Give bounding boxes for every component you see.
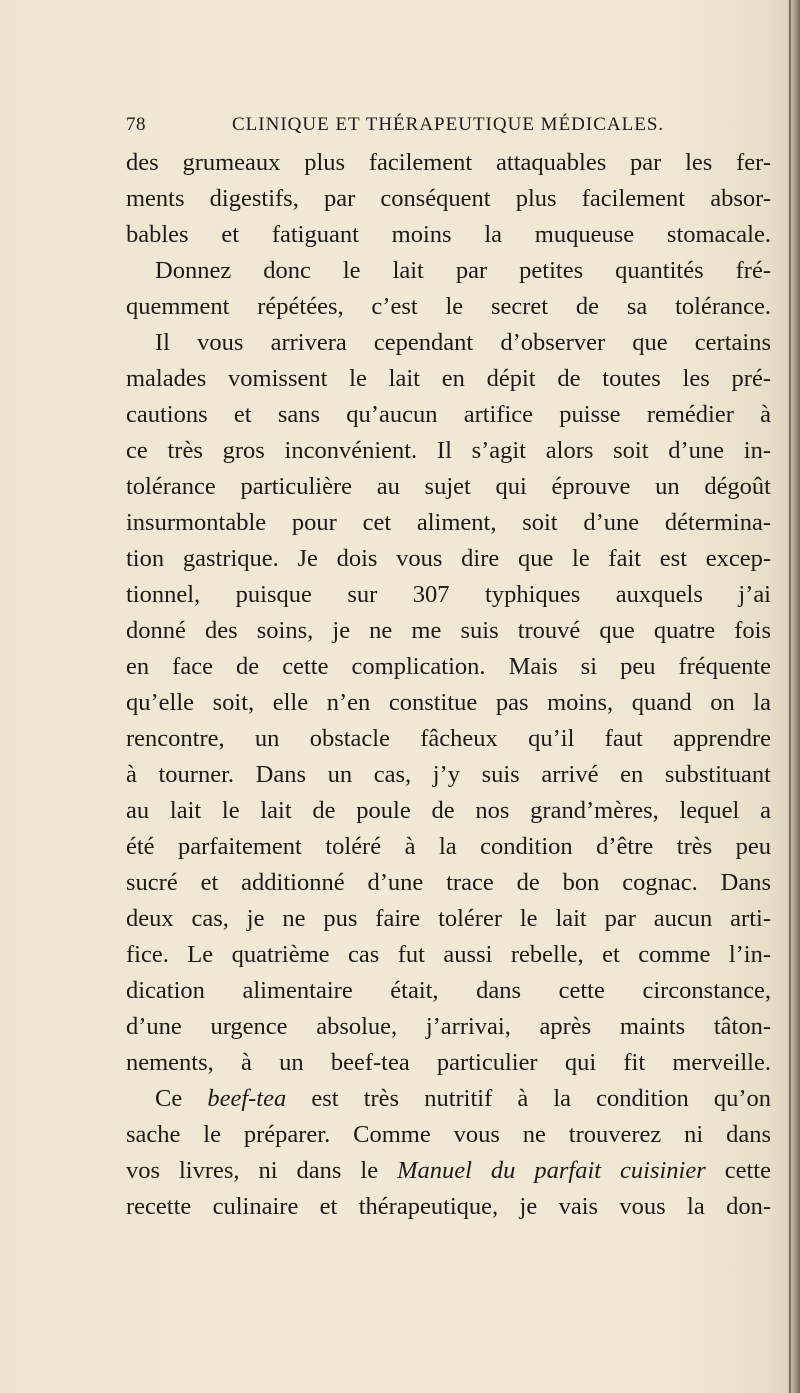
text-line: tolérance particulière au sujet qui éprouve un dégoût bbox=[126, 473, 771, 500]
text-line: Donnez donc le lait par petites quantités fré- bbox=[155, 257, 771, 284]
text-fragment: vos livres, ni dans le bbox=[126, 1157, 398, 1184]
text-line bbox=[126, 1153, 771, 1189]
italic-term-beef-tea: beef-tea bbox=[207, 1085, 287, 1112]
text-line: au lait le lait de poule de nos grand’mères, lequel a bbox=[126, 797, 771, 824]
text-line: cautions et sans qu’aucun artifice puisse remédier à bbox=[126, 401, 771, 428]
running-head bbox=[126, 114, 766, 140]
text-line: Il vous arrivera cependant d’observer que certains bbox=[155, 329, 771, 356]
text-fragment: cette bbox=[705, 1157, 771, 1184]
text-line: sucré et additionné d’une trace de bon cognac. Dans bbox=[126, 869, 771, 896]
text-line: des grumeaux plus facilement attaquables par les fer- bbox=[126, 149, 771, 176]
text-line: quemment répétées, c’est le secret de sa tolérance. bbox=[126, 293, 771, 320]
text-line: ments digestifs, par conséquent plus facilement absor- bbox=[126, 185, 771, 212]
text-fragment: Ce bbox=[155, 1085, 208, 1112]
text-line bbox=[126, 1081, 771, 1117]
running-title: CLINIQUE ET THÉRAPEUTIQUE MÉDICALES. bbox=[232, 114, 665, 135]
text-line: sache le préparer. Comme vous ne trouverez ni dans bbox=[126, 1121, 771, 1148]
text-line: rencontre, un obstacle fâcheux qu’il faut apprendre bbox=[126, 725, 771, 752]
text-line: nements, à un beef-tea particulier qui fit merveille. bbox=[126, 1049, 771, 1076]
text-line: ce très gros inconvénient. Il s’agit alors soit d’une in- bbox=[126, 437, 771, 464]
text-line: tion gastrique. Je dois vous dire que le fait est excep- bbox=[126, 545, 771, 572]
body-text bbox=[126, 145, 771, 1225]
text-line: donné des soins, je ne me suis trouvé que quatre fois bbox=[126, 617, 771, 644]
text-line: qu’elle soit, elle n’en constitue pas moins, quand on la bbox=[126, 689, 771, 716]
text-line: en face de cette complication. Mais si peu fréquente bbox=[126, 653, 771, 680]
page-number: 78 bbox=[126, 114, 146, 135]
text-line: à tourner. Dans un cas, j’y suis arrivé en substituant bbox=[126, 761, 771, 788]
text-line: malades vomissent le lait en dépit de toutes les pré- bbox=[126, 365, 771, 392]
text-fragment: est très nutritif à la condition qu’on bbox=[286, 1085, 771, 1112]
text-line: bables et fatiguant moins la muqueuse stomacale. bbox=[126, 221, 771, 248]
page-edge-line bbox=[789, 0, 791, 1393]
text-line: été parfaitement toléré à la condition d’être très peu bbox=[126, 833, 771, 860]
text-line: fice. Le quatrième cas fut aussi rebelle, et comme l’in- bbox=[126, 941, 771, 968]
text-line: deux cas, je ne pus faire tolérer le lait par aucun arti- bbox=[126, 905, 771, 932]
text-line: recette culinaire et thérapeutique, je vais vous la don- bbox=[126, 1193, 771, 1220]
text-line: tionnel, puisque sur 307 typhiques auxquels j’ai bbox=[126, 581, 771, 608]
text-line: insurmontable pour cet aliment, soit d’une détermina- bbox=[126, 509, 771, 536]
text-line: d’une urgence absolue, j’arrivai, après maints tâton- bbox=[126, 1013, 771, 1040]
text-line: dication alimentaire était, dans cette circonstance, bbox=[126, 977, 771, 1004]
italic-book-title: Manuel du parfait cuisinier bbox=[397, 1157, 706, 1184]
